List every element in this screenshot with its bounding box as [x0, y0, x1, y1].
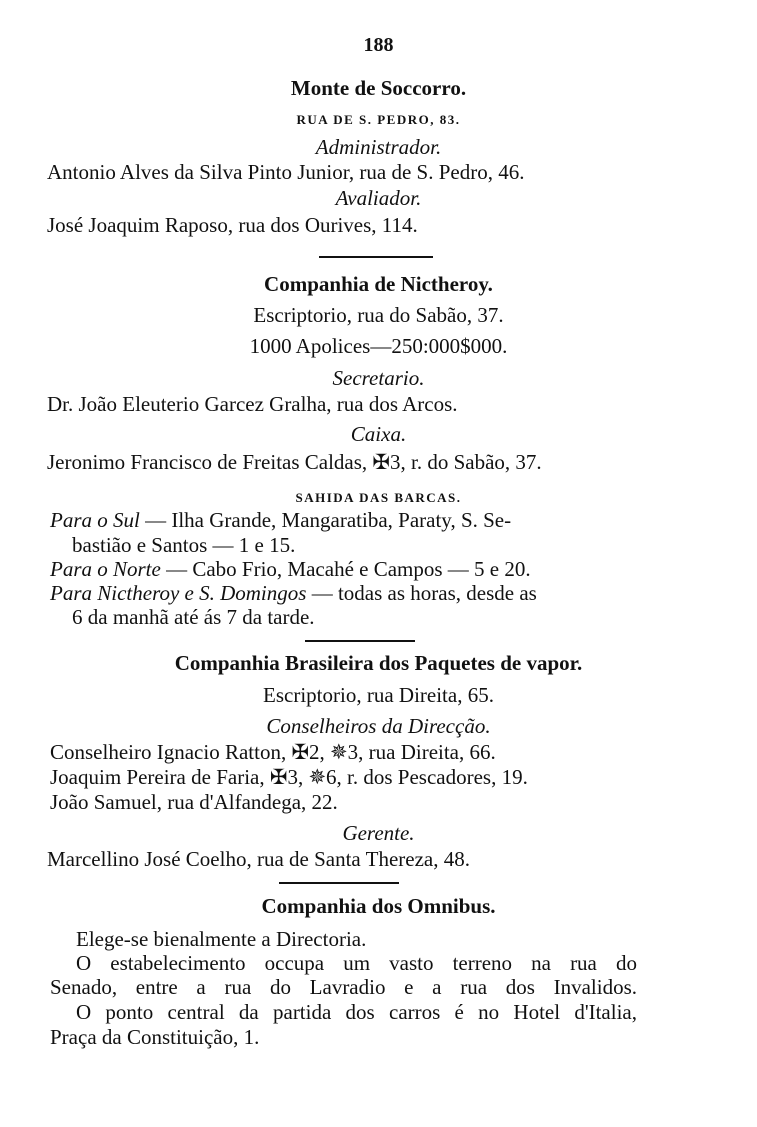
- entry-gerente: Marcellino José Coelho, rua de Santa Thereza, 48.: [47, 847, 470, 871]
- office-address: Escriptorio, rua do Sabão, 37.: [253, 303, 504, 327]
- role-heading-secretario: Secretario.: [332, 366, 425, 390]
- role-heading-administrador: Administrador.: [315, 135, 442, 159]
- paragraph-3-line-1: O ponto central da partida dos carros é no Hotel d'Italia,: [76, 1000, 637, 1024]
- section-divider: [319, 256, 433, 258]
- paragraph-2-line-2: Senado, entre a rua do Lavradio e a rua dos Invalidos.: [50, 975, 637, 999]
- policies-info: 1000 Apolices—250:000$000.: [249, 334, 508, 358]
- section-title-companhia-dos-omnibus: Companhia dos Omnibus.: [261, 894, 496, 918]
- section-title-companhia-brasileira: Companhia Brasileira dos Paquetes de vapor.: [174, 651, 583, 675]
- paragraph-1: Elege-se bienalmente a Directoria.: [76, 927, 367, 951]
- entry-conselheiro-3: João Samuel, rua d'Alfandega, 22.: [50, 790, 338, 814]
- paragraph-3-line-2: Praça da Constituição, 1.: [50, 1025, 260, 1049]
- entry-conselheiro-1: Conselheiro Ignacio Ratton, ✠2, ✵3, rua Direita, 66.: [50, 740, 496, 764]
- departure-sul: [50, 508, 511, 533]
- role-heading-caixa: Caixa.: [350, 422, 407, 446]
- section-divider: [279, 882, 399, 884]
- departure-norte: [50, 557, 531, 582]
- section-divider: [305, 640, 415, 642]
- page-number: 188: [363, 34, 394, 56]
- departure-nictheroy-destination: Para Nictheroy e S. Domingos: [50, 581, 307, 605]
- departure-norte-text: — Cabo Frio, Macahé e Campos — 5 e 20.: [166, 557, 531, 581]
- departure-nictheroy: [50, 581, 537, 606]
- departures-heading: SAHIDA DAS BARCAS.: [295, 490, 462, 505]
- section-title-monte-de-soccorro: Monte de Soccorro.: [290, 76, 467, 100]
- entry-administrador: Antonio Alves da Silva Pinto Junior, rua de S. Pedro, 46.: [47, 160, 525, 184]
- entry-conselheiro-2: Joaquim Pereira de Faria, ✠3, ✵6, r. dos Pescadores, 19.: [50, 765, 528, 789]
- section-title-companhia-de-nictheroy: Companhia de Nictheroy.: [264, 272, 493, 296]
- role-heading-avaliador: Avaliador.: [335, 186, 422, 210]
- departure-nictheroy-text: — todas as horas, desde as: [311, 581, 537, 605]
- section-address: RUA DE S. PEDRO, 83.: [296, 112, 461, 127]
- entry-secretario: Dr. João Eleuterio Garcez Gralha, rua dos Arcos.: [47, 392, 458, 416]
- departure-nictheroy-continuation: 6 da manhã até ás 7 da tarde.: [72, 605, 315, 629]
- entry-caixa: Jeronimo Francisco de Freitas Caldas, ✠3, r. do Sabão, 37.: [47, 450, 542, 474]
- entry-avaliador: José Joaquim Raposo, rua dos Ourives, 114.: [47, 213, 418, 237]
- departure-sul-destination: Para o Sul: [50, 508, 140, 532]
- office-address: Escriptorio, rua Direita, 65.: [263, 683, 494, 707]
- role-heading-conselheiros: Conselheiros da Direcção.: [266, 714, 491, 738]
- role-heading-gerente: Gerente.: [342, 821, 415, 845]
- paragraph-2-line-1: O estabelecimento occupa um vasto terreno na rua do: [76, 951, 637, 975]
- departure-sul-continuation: bastião e Santos — 1 e 15.: [72, 533, 296, 557]
- departure-sul-text: — Ilha Grande, Mangaratiba, Paraty, S. Se-: [145, 508, 512, 532]
- departure-norte-destination: Para o Norte: [50, 557, 161, 581]
